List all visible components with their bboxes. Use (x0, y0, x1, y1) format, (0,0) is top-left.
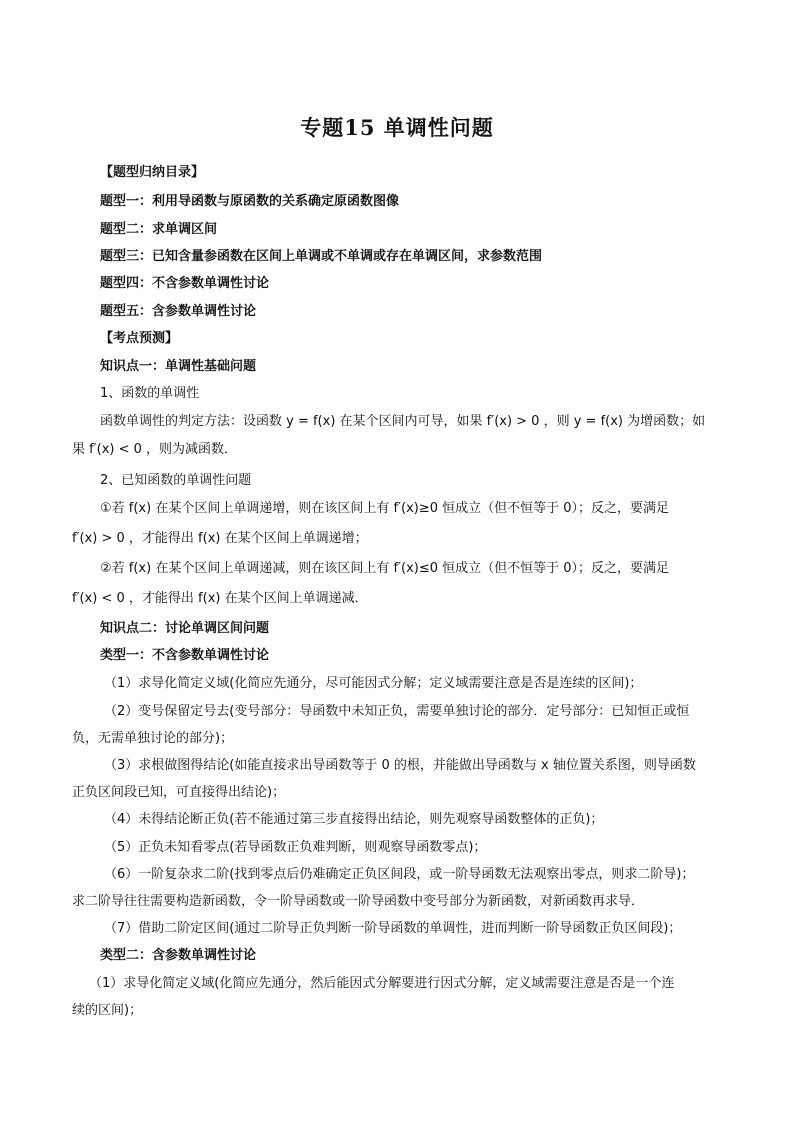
type-1-step-2-line-1: （2）变号保留定号去(变号部分：导函数中未知正负，需要单独讨论的部分．定号部分：已知恒正或恒 (104, 704, 690, 719)
page-title: 专题15 单调性问题 (300, 115, 494, 140)
section-1-line-2: 果 f′(x) < 0 ，则为减函数． (72, 442, 238, 457)
type-1-step-6-line-1: （6）一阶复杂求二阶(找到零点后仍难确定正负区间段，或一阶导函数无法观察出零点，则求二阶导)； (104, 867, 695, 882)
type-1-step-7: （7）借助二阶定区间(通过二阶导正负判断一阶导函数的单调性，进而判断一阶导函数正负区间段)； (104, 921, 682, 936)
type-1-step-3-line-2: 正负区间段已知，可直接得出结论)； (72, 785, 286, 800)
section-2-para-2-line-1: ②若 f(x) 在某个区间上单调递减，则在该区间上有 f′(x)≤0 恒成立（但不恒等于 0）；反之，要满足 (100, 561, 670, 576)
directory-heading: 【题型归纳目录】 (100, 165, 205, 180)
section-2-para-2-line-2: f′(x) < 0 ，才能得出 f(x) 在某个区间上单调递减． (72, 591, 368, 606)
type-1-step-4: （4）未得结论断正负(若不能通过第三步直接得出结论，则先观察导函数整体的正负)； (104, 812, 604, 827)
type-2-step-1-line-2: 续的区间)； (72, 1003, 143, 1018)
type-1-step-1: （1）求导化简定义域(化简应先通分，尽可能因式分解；定义域需要注意是否是连续的区间)； (104, 676, 643, 691)
directory-item-1: 题型一：利用导函数与原函数的关系确定原函数图像 (100, 194, 400, 209)
section-2-title: 2、已知函数的单调性问题 (100, 473, 252, 488)
directory-item-3: 题型三：已知含量参函数在区间上单调或不单调或存在单调区间，求参数范围 (100, 249, 543, 264)
type-1-step-2-line-2: 负，无需单独讨论的部分)； (72, 731, 234, 746)
type-2-step-1-line-1: （1）求导化简定义域(化简应先通分，然后能因式分解要进行因式分解，定义域需要注意是否是一个连 (89, 976, 675, 991)
directory-item-2: 题型二：求单调区间 (100, 222, 218, 237)
directory-item-4: 题型四：不含参数单调性讨论 (100, 276, 270, 291)
forecast-heading: 【考点预测】 (100, 331, 179, 346)
section-2-para-1-line-2: f′(x) > 0 ，才能得出 f(x) 在某个区间上单调递增； (72, 531, 368, 546)
knowledge-point-1-heading: 知识点一：单调性基础问题 (100, 359, 257, 374)
knowledge-point-2-heading: 知识点二：讨论单调区间问题 (100, 621, 270, 636)
type-2-heading: 类型二：含参数单调性讨论 (100, 948, 257, 963)
directory-item-5: 题型五：含参数单调性讨论 (100, 304, 257, 319)
type-1-step-6-line-2: 求二阶导往往需要构造新函数，令一阶导函数或一阶导函数中变号部分为新函数，对新函数再求导． (72, 894, 645, 909)
type-1-step-5: （5）正负未知看零点(若导函数正负难判断，则观察导函数零点)； (104, 840, 487, 855)
section-1-line-1: 函数单调性的判定方法：设函数 y = f(x) 在某个区间内可导，如果 f′(x) > 0 ，则 y = f(x) 为增函数；如 (100, 414, 706, 429)
section-1-title: 1、函数的单调性 (100, 386, 200, 401)
section-2-para-1-line-1: ①若 f(x) 在某个区间上单调递增，则在该区间上有 f′(x)≥0 恒成立（但不恒等于 0）；反之，要满足 (100, 501, 670, 516)
type-1-step-3-line-1: （3）求根做图得结论(如能直接求出导函数等于 0 的根，并能做出导函数与 x 轴位置关系图，则导函数 (104, 758, 696, 773)
type-1-heading: 类型一：不含参数单调性讨论 (100, 648, 270, 663)
